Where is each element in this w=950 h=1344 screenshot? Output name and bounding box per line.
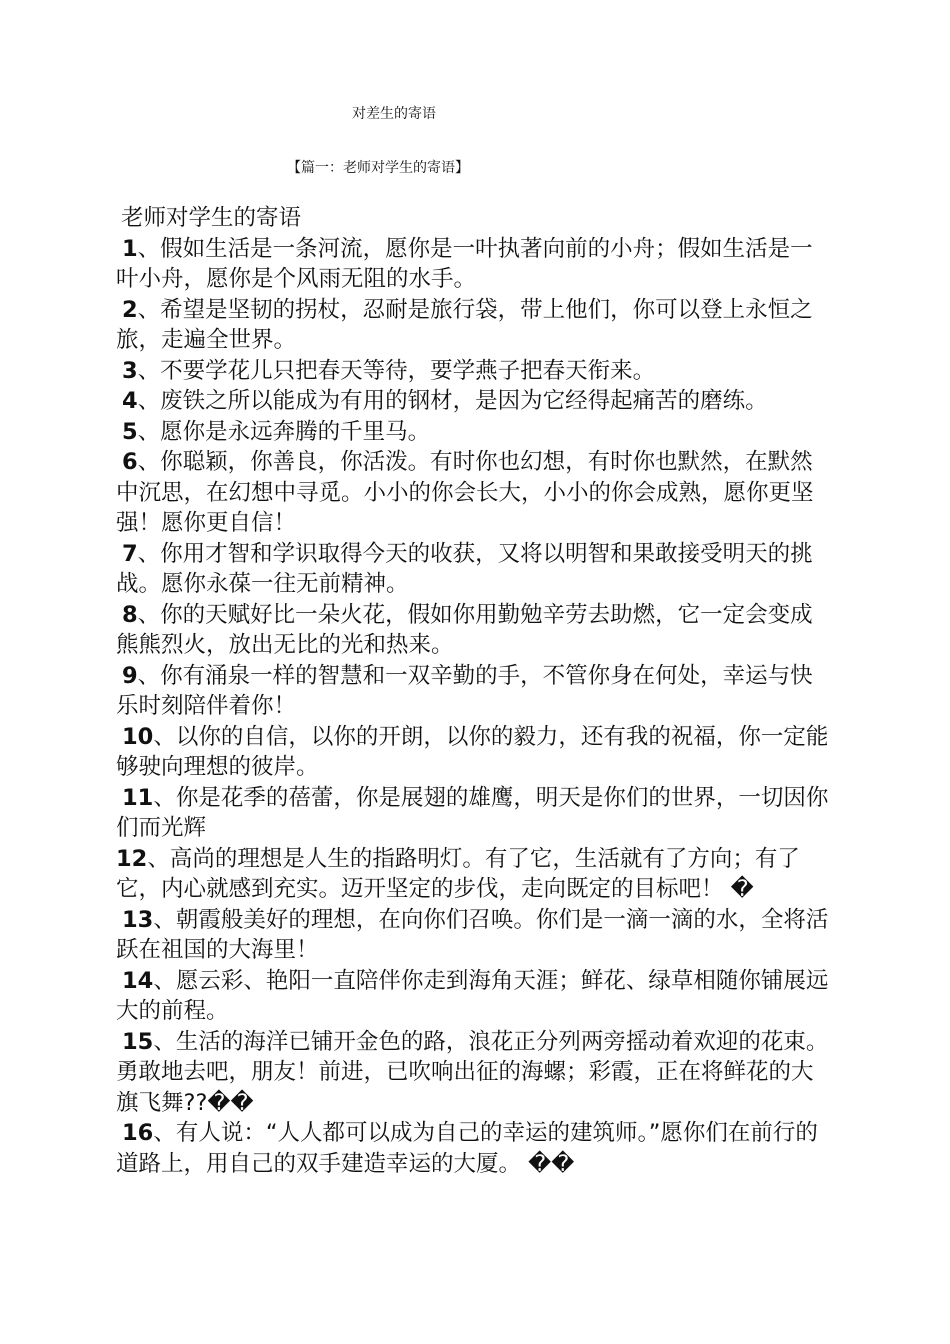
item-text: 、假如生活是一条河流，愿你是一叶执著向前的小舟；假如生活是一叶小舟，愿你是个风雨无阻的水手。: [116, 235, 813, 292]
item-number: 12: [116, 845, 148, 872]
item-text: 、你聪颖，你善良，你活泼。有时你也幻想，有时你也默然，在默然中沉思，在幻想中寻觅。小小的你会长大，小小的你会成熟，愿你更坚强！愿你更自信！: [116, 449, 814, 536]
item-text: 、你的天赋好比一朵火花，假如你用勤勉辛劳去助燃，它一定会变成熊熊烈火，放出无比的光和热来。: [116, 601, 813, 658]
list-item: [116, 386, 832, 417]
list-item: [116, 1118, 832, 1179]
item-text: 、你用才智和学识取得今天的收获，又将以明智和果敢接受明天的挑战。愿你永葆一往无前精神。: [116, 540, 813, 597]
list-item: [116, 356, 832, 387]
item-number: 6: [122, 449, 138, 475]
item-text: 、愿你是永远奔腾的千里马。: [137, 418, 431, 445]
item-number: 5: [122, 418, 138, 445]
item-number: 13: [122, 906, 154, 933]
list-item: [116, 722, 832, 783]
document-body: [116, 203, 832, 1179]
item-number: 9: [122, 662, 138, 689]
item-text: 、不要学花儿只把春天等待，要学燕子把春天衔来。: [137, 357, 656, 384]
item-text: 、你有涌泉一样的智慧和一双辛勤的手，不管你身在何处，幸运与快乐时刻陪伴着你！: [116, 662, 813, 719]
item-number: 2: [122, 296, 138, 323]
item-number: 8: [122, 601, 138, 628]
item-number: 15: [122, 1028, 154, 1055]
list-item: [116, 661, 832, 722]
item-text: 、以你的自信，以你的开朗，以你的毅力，还有我的祝福，你一定能够驶向理想的彼岸。: [116, 723, 829, 780]
section-heading: 【篇一：老师对学生的寄语】: [287, 160, 469, 176]
item-text: 、废铁之所以能成为有用的钢材，是因为它经得起痛苦的磨练。: [137, 388, 768, 414]
item-text: 、高尚的理想是人生的指路明灯。有了它，生活就有了方向；有了它，内心就感到充实。迈开坚定的步伐，走向既定的目标吧！ �: [116, 845, 800, 902]
list-item: [116, 417, 832, 448]
item-number: 14: [122, 967, 154, 994]
list-item: [116, 1027, 832, 1119]
list-item: [116, 844, 832, 905]
item-number: 3: [122, 357, 138, 384]
item-number: 10: [122, 723, 154, 750]
list-item: [116, 600, 832, 661]
item-text: 、朝霞般美好的理想，在向你们召唤。你们是一滴一滴的水，全将活跃在祖国的大海里！: [116, 906, 829, 963]
list-item: [116, 966, 832, 1027]
item-text: 、有人说：“人人都可以成为自己的幸运的建筑师。”愿你们在前行的道路上，用自己的双手建造幸运的大厦。 ��: [116, 1120, 818, 1177]
list-item: [116, 539, 832, 600]
item-number: 16: [122, 1120, 154, 1146]
item-number: 4: [122, 388, 138, 414]
list-item: [116, 295, 832, 356]
item-number: 11: [122, 784, 154, 811]
item-number: 7: [122, 540, 138, 567]
list-item: [116, 783, 832, 844]
item-text: 、愿云彩、艳阳一直陪伴你走到海角天涯；鲜花、绿草相随你铺展远大的前程。: [116, 967, 829, 1024]
list-item: [116, 905, 832, 966]
item-text: 、生活的海洋已铺开金色的路，浪花正分列两旁摇动着欢迎的花束。勇敢地去吧，朋友！前进，已吹响出征的海螺；彩霞，正在将鲜花的大旗飞舞??��: [116, 1028, 829, 1116]
item-number: 1: [122, 235, 138, 262]
item-text: 、你是花季的蓓蕾，你是展翅的雄鹰，明天是你们的世界，一切因你们而光辉: [116, 784, 829, 841]
subtitle: 老师对学生的寄语: [121, 205, 302, 231]
item-text: 、希望是坚韧的拐杖，忍耐是旅行袋，带上他们，你可以登上永恒之旅，走遍全世界。: [116, 296, 813, 353]
list-item: [116, 447, 832, 539]
document-title: 对差生的寄语: [352, 106, 436, 122]
list-item: [116, 234, 832, 295]
